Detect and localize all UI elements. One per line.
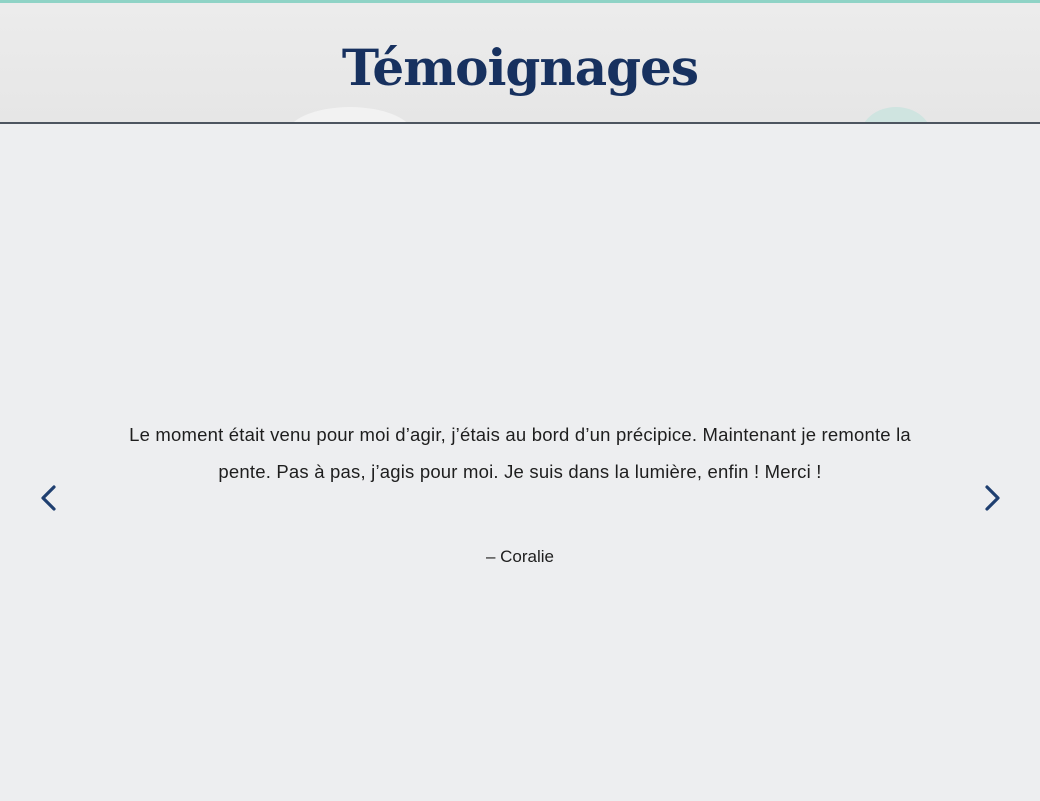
decorative-blob — [285, 107, 415, 122]
next-slide-button[interactable] — [972, 478, 1012, 518]
chevron-left-icon — [38, 483, 60, 513]
testimonial-author: – Coralie — [485, 547, 555, 566]
decorative-blob-teal — [860, 107, 932, 122]
chevron-right-icon — [981, 483, 1003, 513]
testimonial-slider — [0, 124, 1040, 801]
testimonial-quote: Le moment était venu pour moi d’agir, j’étais au bord d’un précipice. Maintenant je remonte la pente. Pas à pas, j’agis pour moi. Je suis dans la lumière, enfin ! Merci ! — [129, 424, 911, 482]
section-header — [0, 3, 1040, 122]
previous-slide-button[interactable] — [29, 478, 69, 518]
page-title: Témoignages — [341, 38, 699, 97]
